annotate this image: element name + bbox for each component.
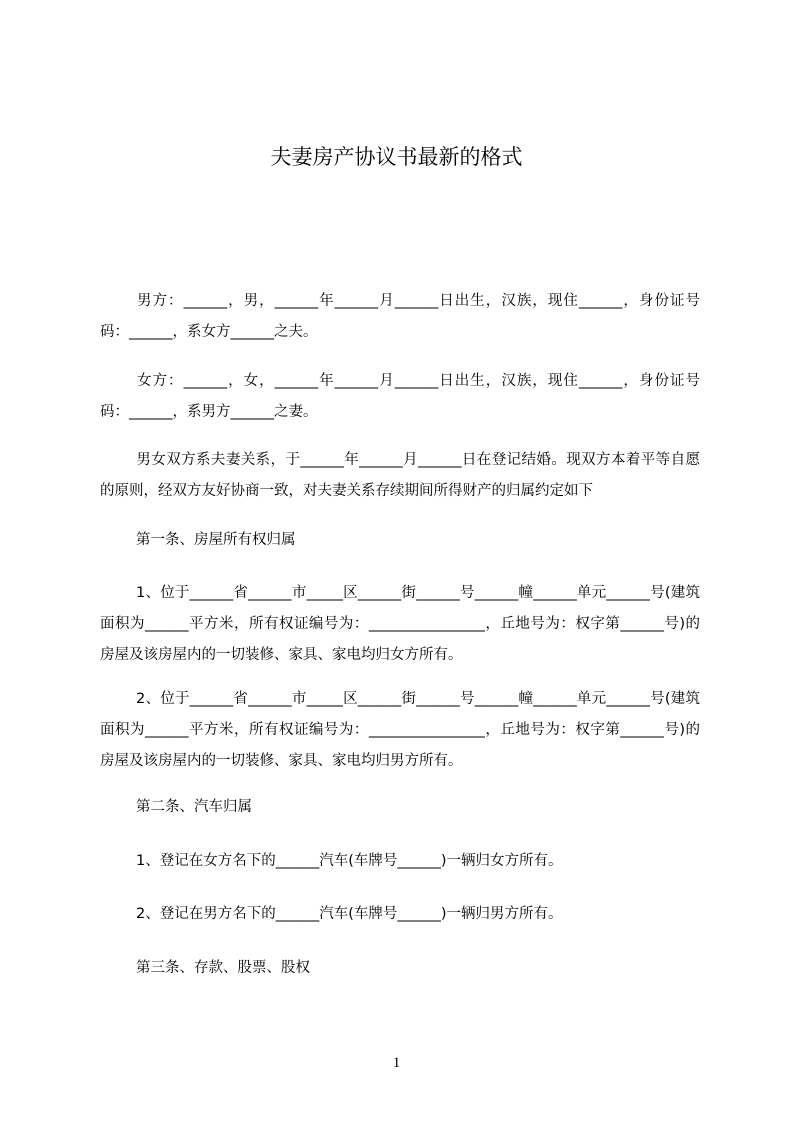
article-1-heading: 第一条、房屋所有权归属 <box>136 532 296 548</box>
wife-info-paragraph <box>100 366 700 428</box>
article-3-heading: 第三条、存款、股票、股权 <box>136 960 310 976</box>
wife-info-text: 女方：______，女，______年______月______日出生，汉族，现住______，身份证号码：______，系男方______之妻。 <box>100 373 700 420</box>
article-1-item-1-text: 1、位于______省______市_____区______街______号______幢______单元______号(建筑面积为______平方米，所有权证编号为：________________，丘地号为：权字第______号)的房屋及该房屋内的一切装修、家具、家电均归女方所有。 <box>100 585 700 663</box>
husband-info-paragraph <box>100 286 700 348</box>
marriage-text: 男女双方系夫妻关系，于______年______月______日在登记结婚。现双方本着平等自愿的原则，经双方友好协商一致，对夫妻关系存续期间所得财产的归属约定如下 <box>100 452 700 499</box>
page-number: 1 <box>392 1055 401 1071</box>
article-1-item-2-text: 2、位于______省______市_____区______街______号______幢______单元______号(建筑面积为______平方米，所有权证编号为：________________，丘地号为：权字第______号)的房屋及该房屋内的一切装修、家具、家电均归男方所有。 <box>100 691 700 769</box>
article-1-item-1 <box>100 578 700 671</box>
husband-info-text: 男方：______，男，______年______月______日出生，汉族，现住______，身份证号码：______，系女方______之夫。 <box>100 293 700 340</box>
article-2-item-1: 1、登记在女方名下的______汽车(车牌号______)一辆归女方所有。 <box>136 853 563 869</box>
article-2-heading: 第二条、汽车归属 <box>136 799 252 815</box>
article-1-item-2 <box>100 684 700 777</box>
page-title: 夫妻房产协议书最新的格式 <box>270 145 523 169</box>
article-2-item-2: 2、登记在男方名下的______汽车(车牌号______)一辆归男方所有。 <box>136 906 563 922</box>
marriage-paragraph <box>100 445 700 507</box>
